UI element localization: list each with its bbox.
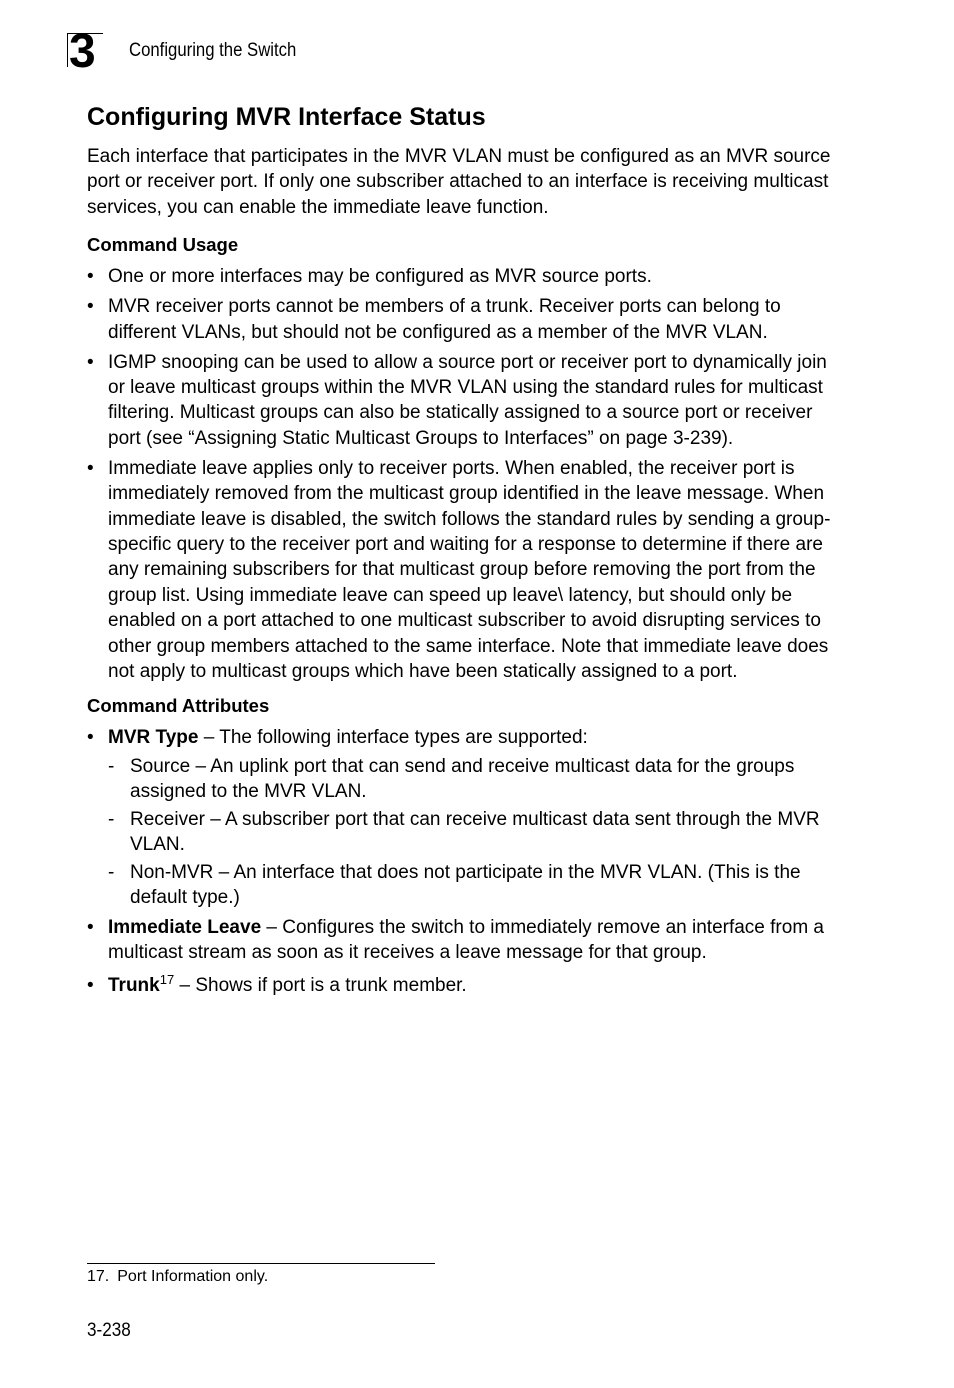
footnote <box>87 1266 268 1288</box>
usage-item: • One or more interfaces may be configured as MVR source ports. <box>87 264 847 289</box>
attribute-desc: – Configures the switch to immediately remove an interface from a multicast stream as soon as it receives a leave message for that group. <box>108 916 824 964</box>
footnote-divider <box>87 1263 435 1264</box>
attribute-trunk <box>87 973 847 998</box>
section-title: Configuring MVR Interface Status <box>87 103 486 131</box>
attribute-immediate-leave <box>87 915 847 966</box>
attribute-desc: – Shows if port is a trunk member. <box>174 974 467 996</box>
usage-item: • IGMP snooping can be used to allow a source port or receiver port to dynamically join or leave multicast groups within the MVR VLAN using the standard rules for multicast filtering. Multicast groups can also be statically assigned to a source port or receiver port (see “Assigning Static Multicast Groups to Interfaces” on page 3-239). <box>87 350 847 452</box>
footnote-reference[interactable]: 17 <box>159 971 175 987</box>
command-attributes-heading: Command Attributes <box>87 694 270 716</box>
attribute-term: MVR Type <box>108 726 199 748</box>
chapter-number: 3 <box>69 25 95 78</box>
command-usage-list <box>87 264 847 684</box>
page-number: 3-238 <box>87 1320 131 1341</box>
mvr-type-option: - Non-MVR – An interface that does not participate in the MVR VLAN. (This is the default type.) <box>108 860 847 911</box>
usage-item: • MVR receiver ports cannot be members of a trunk. Receiver ports can belong to different VLANs, but should not be configured as a member of the MVR VLAN. <box>87 294 847 345</box>
attribute-term: Immediate Leave <box>108 916 262 938</box>
command-attributes-list <box>87 725 847 999</box>
page-content <box>87 100 847 1003</box>
mvr-type-option: - Receiver – A subscriber port that can receive multicast data sent through the MVR VLAN. <box>108 807 847 858</box>
running-header: Configuring the Switch <box>129 40 297 61</box>
usage-item: • Immediate leave applies only to receiver ports. When enabled, the receiver port is immediately removed from the multicast group identified in the leave message. When immediate leave is disabled, the switch follows the standard rules by sending a group-specific query to the receiver port and waiting for a response to determine if there are any remaining subscribers for that multicast group before removing the port from the group list. Using immediate leave can speed up leave\ latency, but should only be enabled on a port attached to one multicast subscriber to avoid disrupting services to other group members attached to the same interface. Note that immediate leave does not apply to multicast groups which have been statically assigned to a port. <box>87 456 847 685</box>
attribute-desc: – The following interface types are supported: <box>198 726 588 748</box>
footnote-number: 17. <box>87 1268 110 1285</box>
mvr-type-options <box>108 754 847 910</box>
command-usage-heading: Command Usage <box>87 234 239 256</box>
attribute-term: Trunk <box>108 974 160 996</box>
mvr-type-option: - Source – An uplink port that can send and receive multicast data for the groups assigned to the MVR VLAN. <box>108 754 847 805</box>
attribute-mvr-type <box>87 725 847 911</box>
intro-paragraph: Each interface that participates in the MVR VLAN must be configured as an MVR source port or receiver port. If only one subscriber attached to an interface is receiving multicast services, you can enable the immediate leave function. <box>87 146 831 218</box>
footnote-text: Port Information only. <box>117 1268 269 1285</box>
